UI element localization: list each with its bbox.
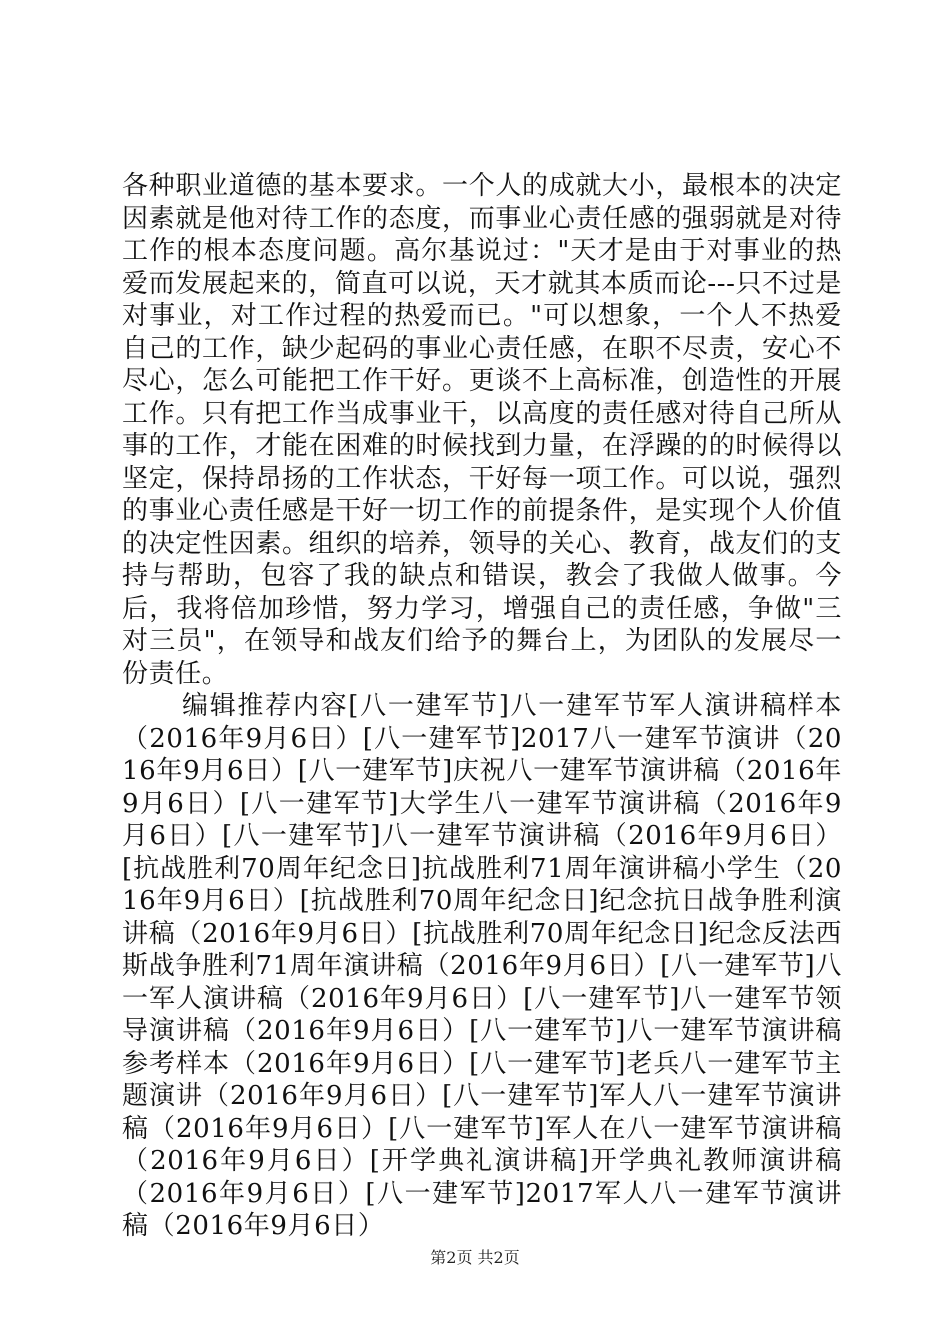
document-body (122, 170, 842, 1243)
body-paragraph-responsibility: 各种职业道德的基本要求。一个人的成就大小，最根本的决定因素就是他对待工作的态度，而事业心责任感的强弱就是对待工作的根本态度问题。高尔基说过："天才是由于对事业的热爱而发展起来的，简直可以说，天才就其本质而论---只不过是对事业，对工作过程的热爱而已。"可以想象，一个人不热爱自己的工作，缺少起码的事业心责任感，在职不尽责，安心不尽心，怎么可能把工作干好。更谈不上高标准，创造性的开展工作。只有把工作当成事业干，以高度的责任感对待自己所从事的工作，才能在困难的时候找到力量，在浮躁的的时候得以坚定，保持昂扬的工作状态，干好每一项工作。可以说，强烈的事业心责任感是干好一切工作的前提条件，是实现个人价值的决定性因素。组织的培养，领导的关心、教育，战友们的支持与帮助，包容了我的缺点和错误，教会了我做人做事。今后，我将倍加珍惜，努力学习，增强自己的责任感，争做"三对三员"，在领导和战友们给予的舞台上，为团队的发展尽一份责任。 (122, 171, 842, 689)
page-footer: 第2页 共2页 (430, 1248, 520, 1267)
body-paragraph-recommended: 编辑推荐内容[八一建军节]八一建军节军人演讲稿样本（2016年9月6日）[八一建军节]2017八一建军节演讲（2016年9月6日）[八一建军节]庆祝八一建军节演讲稿（2016年9月6日）[八一建军节]大学生八一建军节演讲稿（2016年9月6日）[八一建军节]八一建军节演讲稿（2016年9月6日）[抗战胜利70周年纪念日]抗战胜利71周年演讲稿小学生（2016年9月6日）[抗战胜利70周年纪念日]纪念抗日战争胜利演讲稿（2016年9月6日）[抗战胜利70周年纪念日]纪念反法西斯战争胜利71周年演讲稿（2016年9月6日）[八一建军节]八一军人演讲稿（2016年9月6日）[八一建军节]八一建军节领导演讲稿（2016年9月6日）[八一建军节]八一建军节演讲稿参考样本（2016年9月6日）[八一建军节]老兵八一建军节主题演讲（2016年9月6日）[八一建军节]军人八一建军节演讲稿（2016年9月6日）[八一建军节]军人在八一建军节演讲稿（2016年9月6日）[开学典礼演讲稿]开学典礼教师演讲稿（2016年9月6日）[八一建军节]2017军人八一建军节演讲稿（2016年9月6日） (122, 691, 842, 1241)
